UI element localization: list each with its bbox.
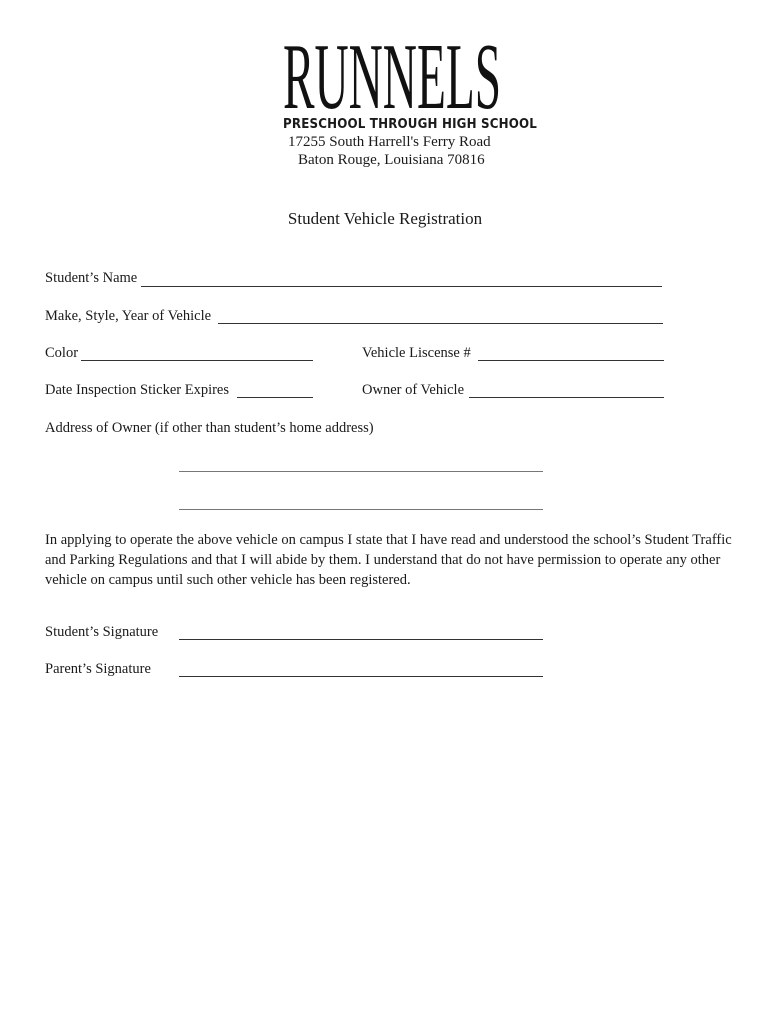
owner-address-field-1[interactable] — [179, 471, 543, 472]
student-signature-field[interactable] — [179, 639, 543, 640]
license-field[interactable] — [478, 360, 664, 361]
form-title: Student Vehicle Registration — [287, 209, 483, 228]
owner-label: Owner of Vehicle — [362, 382, 465, 398]
sticker-label: Date Inspection Sticker Expires — [45, 382, 230, 398]
school-address-street: 17255 South Harrell's Ferry Road — [288, 134, 491, 150]
vehicle-label: Make, Style, Year of Vehicle — [45, 308, 212, 324]
license-label: Vehicle Liscense # — [362, 345, 471, 361]
school-address-city: Baton Rouge, Louisiana 70816 — [298, 152, 485, 168]
school-tagline: PRESCHOOL THROUGH HIGH SCHOOL — [283, 117, 538, 132]
student-signature-label: Student’s Signature — [45, 624, 159, 640]
sticker-field[interactable] — [237, 397, 313, 398]
color-label: Color — [45, 345, 79, 361]
parent-signature-label: Parent’s Signature — [45, 661, 151, 677]
school-logo — [283, 34, 503, 120]
vehicle-field[interactable] — [218, 323, 663, 324]
owner-field[interactable] — [469, 397, 664, 398]
owner-address-field-2[interactable] — [179, 509, 543, 510]
runnels-logo-graphic — [283, 34, 503, 120]
color-field[interactable] — [81, 360, 313, 361]
parent-signature-field[interactable] — [179, 676, 543, 677]
student-name-field[interactable] — [141, 286, 662, 287]
student-name-label: Student’s Name — [45, 270, 138, 286]
owner-address-label: Address of Owner (if other than student’s home address) — [45, 420, 374, 436]
logo-wordmark: RUNNELS — [283, 34, 501, 120]
agreement-statement: In applying to operate the above vehicle on campus I state that I have read and understood the school’s Student Traffic and Parking Regulations and that I will abide by them. I understand that do not have permission to operate any other vehicle on campus until such other vehicle has been registered. — [45, 532, 732, 588]
